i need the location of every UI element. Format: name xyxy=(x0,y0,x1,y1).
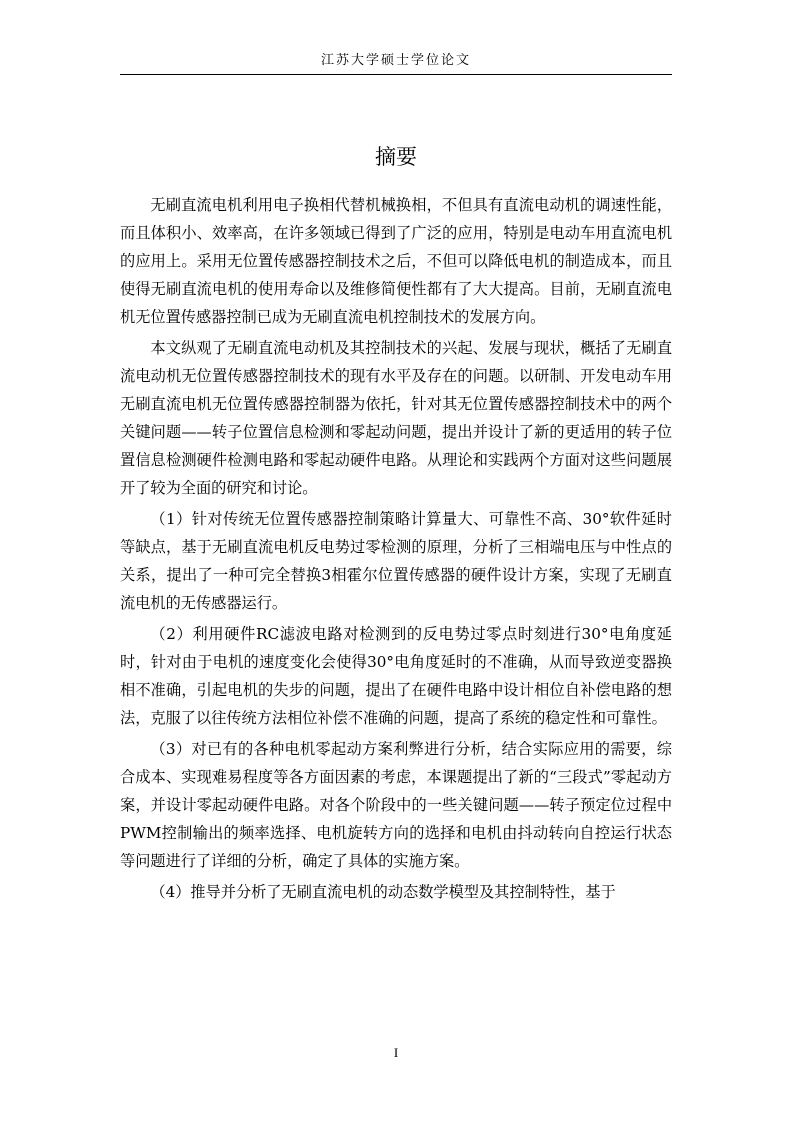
page-title: 摘要 xyxy=(375,145,417,170)
abstract-body xyxy=(120,191,672,909)
paragraph-intro: 无刷直流电机利用电子换相代替机械换相，不但具有直流电动机的调速性能，而且体积小、效率高，在许多领域已得到了广泛的应用，特别是电动车用直流电机的应用上。采用无位置传感器控制技术之后，不但可以降低电机的制造成本，而且使得无刷直流电机的使用寿命以及维修简便性都有了大大提高。目前，无刷直流电机无位置传感器控制已成为无刷直流电机控制技术的发展方向。 xyxy=(120,196,672,326)
running-header: 江苏大学硕士学位论文 xyxy=(320,53,471,68)
paragraph-point-2: （2）利用硬件RC滤波电路对检测到的反电势过零点时刻进行30°电角度延时，针对由于电机的速度变化会使得30°电角度延时的不准确，从而导致逆变器换相不准确，引起电机的失步的问题，提出了在硬件电路中设计相位自补偿电路的想法，克服了以往传统方法相位补偿不准确的问题，提高了系统的稳定性和可靠性。 xyxy=(120,625,672,727)
paragraph-point-3: （3）对已有的各种电机零起动方案利弊进行分析，结合实际应用的需要，综合成本、实现难易程度等各方面因素的考虑，本课题提出了新的“三段式”零起动方案，并设计零起动硬件电路。对各个阶段中的一些关键问题——转子预定位过程中PWM控制输出的频率选择、电机旋转方向的选择和电机由抖动转向自控运行状态等问题进行了详细的分析，确定了具体的实施方案。 xyxy=(120,740,672,870)
header-rule xyxy=(120,74,672,75)
paragraph-point-1: （1）针对传统无位置传感器控制策略计算量大、可靠性不高、30°软件延时等缺点，基于无刷直流电机反电势过零检测的原理，分析了三相端电压与中性点的关系，提出了一种可完全替换3相霍尔位置传感器的硬件设计方案，实现了无刷直流电机的无传感器运行。 xyxy=(120,510,672,612)
page-number: I xyxy=(393,1045,399,1060)
paragraph-point-4: （4）推导并分析了无刷直流电机的动态数学模型及其控制特性，基于 xyxy=(150,883,616,901)
paragraph-overview: 本文纵观了无刷直流电动机及其控制技术的兴起、发展与现状，概括了无刷直流电动机无位置传感器控制技术的现有水平及存在的问题。以研制、开发电动车用无刷直流电机无位置传感器控制器为依托，针对其无位置传感器控制技术中的两个关键问题——转子位置信息检测和零起动问题，提出并设计了新的更适用的转子位置信息检测硬件检测电路和零起动硬件电路。从理论和实践两个方面对这些问题展开了较为全面的研究和讨论。 xyxy=(120,339,672,497)
